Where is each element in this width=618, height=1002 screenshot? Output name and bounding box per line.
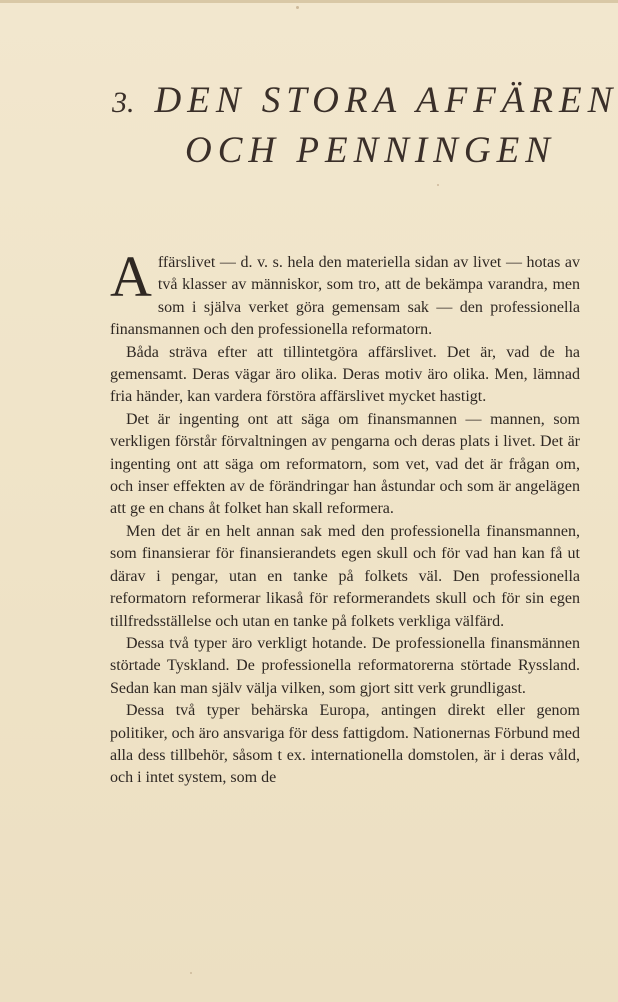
paragraph-1 bbox=[110, 244, 580, 342]
paragraph-2: Båda sträva efter att tillintetgöra affärslivet. Det är, vad de ha gemensamt. Deras vägar äro olika. Deras motiv äro olika. Men, lämnad fria händer, kan vardera förstöra affärslivet mycket hastigt. bbox=[110, 343, 580, 406]
paragraph-4: Men det är en helt annan sak med den professionella finansmannen, som finansierar för finansierandets egen skull och för vad han kan få ut därav i pengar, utan en tanke på folkets väl. Den professionella reformatorn reformerar likaså för reformerandets skull och för sin egen tillfredsställelse och utan en tanke på folkets verkliga välfärd. bbox=[110, 522, 580, 630]
drop-cap: A bbox=[110, 244, 152, 309]
paper-speck bbox=[190, 972, 192, 974]
paragraph-1-text: ffärslivet — d. v. s. hela den materiella sidan av livet — hotas av två klasser av människor, som tro, att de bekämpa varandra, men som i själva verket göra gemensam sak — den professionella finansmannen och den professionella reformatorn. bbox=[110, 254, 580, 339]
paper-speck bbox=[296, 6, 299, 9]
paragraph-3: Det är ingenting ont att säga om finansmannen — mannen, som verkligen förstår förvaltningen av pengarna och deras plats i livet. Det är ingenting ont att säga om reformatorn, som vet, vad det är frågan om, och inser effekten av de förändringar han åstundar och som är angelägen att ge en chans åt folket han skall reformera. bbox=[110, 410, 580, 518]
paragraph-5: Dessa två typer äro verkligt hotande. De professionella finansmännen störtade Tyskland. De professionella reformatorerna störtade Ryssland. Sedan kan man själv välja vilken, som gjort sitt verk grundligast. bbox=[110, 634, 580, 697]
chapter-body bbox=[110, 244, 580, 790]
paper-speck bbox=[437, 184, 439, 186]
paragraph-6: Dessa två typer behärska Europa, antingen direkt eller genom politiker, och äro ansvariga för dess fattigdom. Nationernas Förbund med alla dess tillbehör, såsom t ex. internationella domstolen, är i deras våld, och i intet system, som de bbox=[110, 702, 580, 787]
chapter-title-text-1: DEN STORA AFFÄREN bbox=[154, 80, 618, 121]
chapter-title-line-2: OCH PENNINGEN bbox=[185, 130, 556, 171]
chapter-title bbox=[112, 80, 618, 172]
chapter-title-line-1 bbox=[112, 80, 618, 124]
chapter-number: 3. bbox=[112, 86, 135, 119]
